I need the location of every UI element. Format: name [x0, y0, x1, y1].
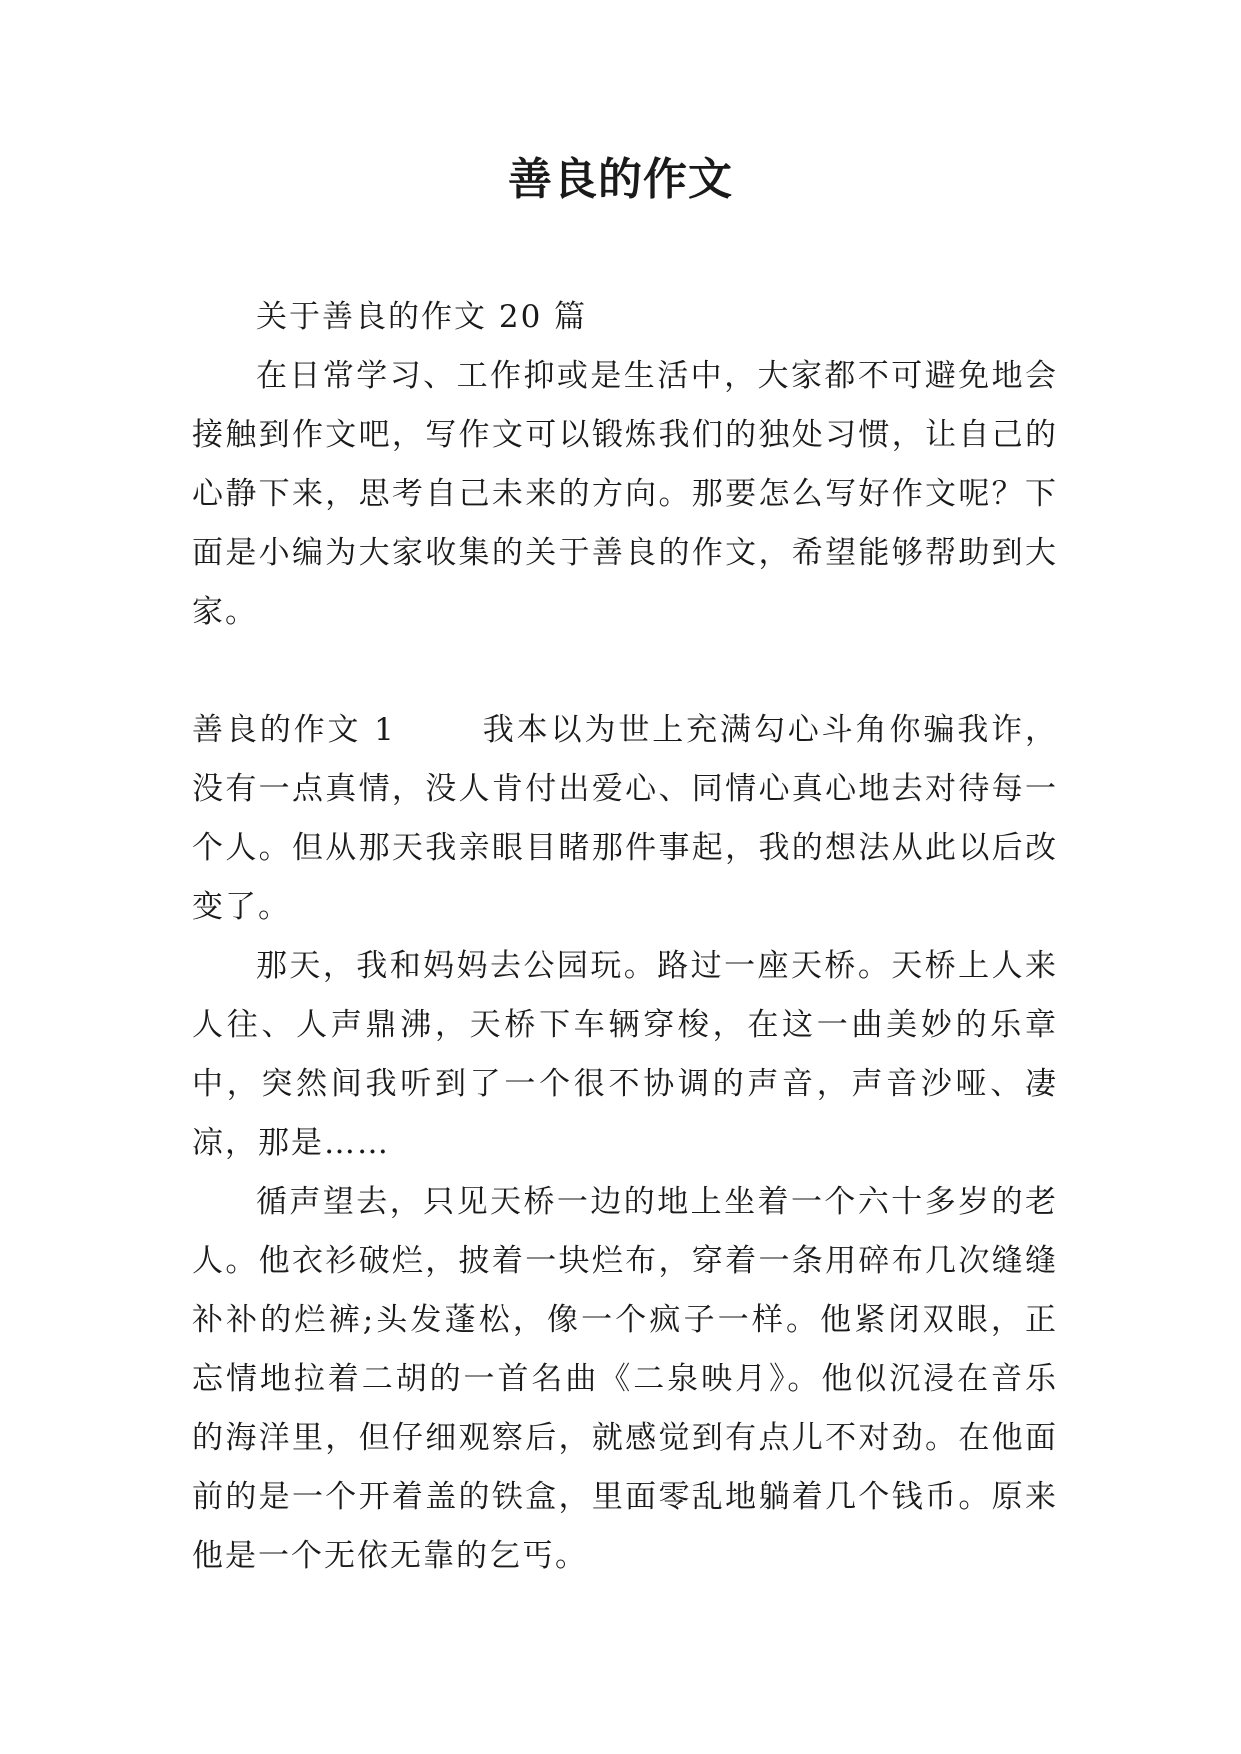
essay1-first-paragraph [192, 701, 1058, 937]
document-title: 善良的作文 [508, 154, 733, 205]
essay1-paragraph-3: 循声望去，只见天桥一边的地上坐着一个六十多岁的老人。他衣衫破烂，披着一块烂布，穿着一条用碎布几次缝缝补补的烂裤;头发蓬松，像一个疯子一样。他紧闭双眼，正忘情地拉着二胡的一首名曲《二泉映月》。他似沉浸在音乐的海洋里，但仔细观察后，就感觉到有点儿不对劲。在他面前的是一个开着盖的铁盒，里面零乱地躺着几个钱币。原来他是一个无依无靠的乞丐。 [192, 1184, 1058, 1574]
subtitle-line: 关于善良的作文 20 篇 [256, 299, 588, 335]
essay1-paragraph-2: 那天，我和妈妈去公园玩。路过一座天桥。天桥上人来人往、人声鼎沸，天桥下车辆穿梭，在这一曲美妙的乐章中，突然间我听到了一个很不协调的声音，声音沙哑、凄凉，那是…… [192, 948, 1058, 1161]
essay1-heading: 善良的作文 1 [192, 712, 396, 748]
document-body [192, 288, 1058, 1586]
section-gap [192, 642, 1058, 701]
essay1-paragraph-1: 我本以为世上充满勾心斗角你骗我诈，没有一点真情，没人肯付出爱心、同情心真心地去对待每一个人。但从那天我亲眼目睹那件事起，我的想法从此以后改变了。 [192, 712, 1058, 925]
intro-paragraph: 在日常学习、工作抑或是生活中，大家都不可避免地会接触到作文吧，写作文可以锻炼我们的独处习惯，让自己的心静下来，思考自己未来的方向。那要怎么写好作文呢？下面是小编为大家收集的关于善良的作文，希望能够帮助到大家。 [192, 358, 1058, 630]
